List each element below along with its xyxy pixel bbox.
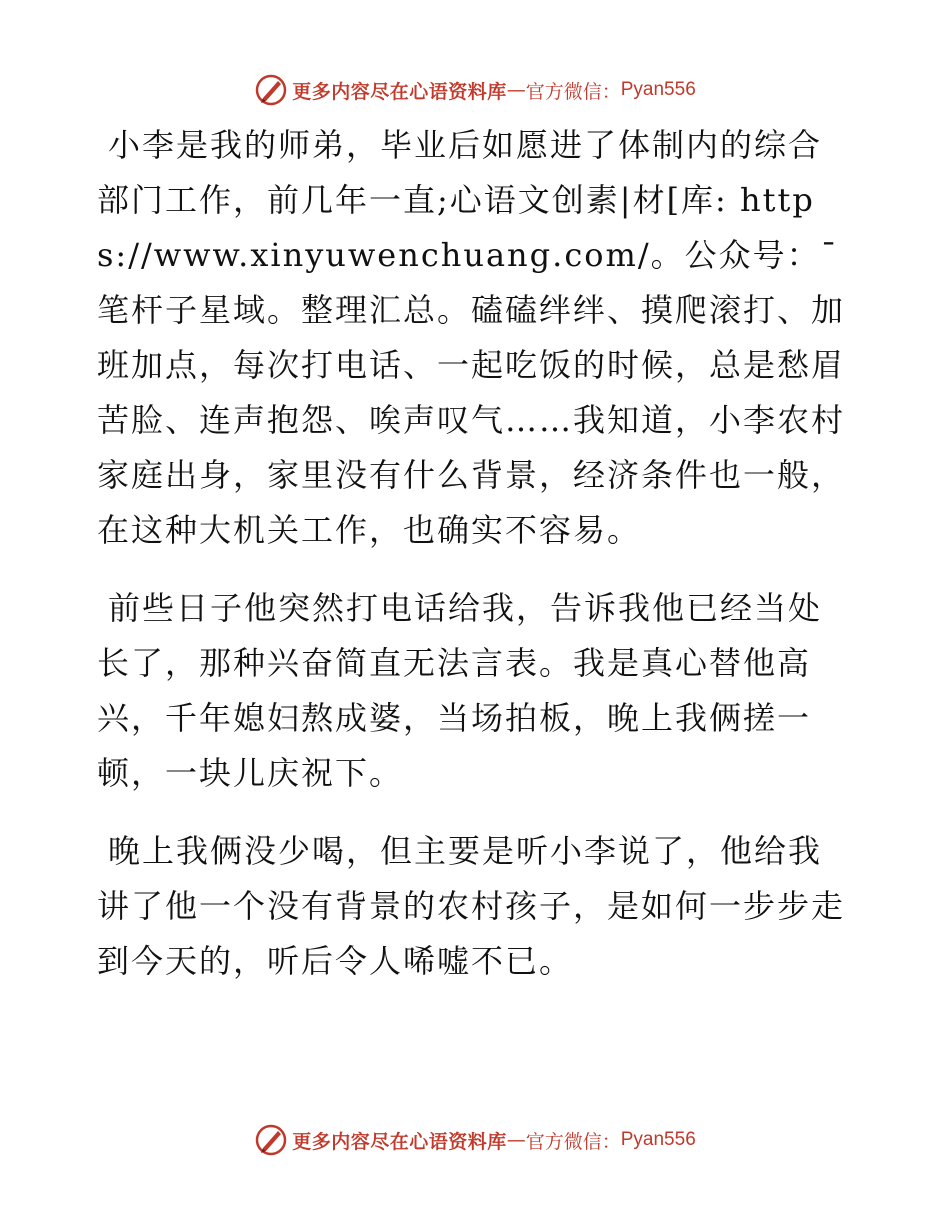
banner-wechat-label: 官方微信：: [525, 1130, 621, 1153]
article-paragraph-2: 前些日子他突然打电话给我，告诉我他已经当处长了，那种兴奋简直无法言表。我是真心替他高兴，千年媳妇熬成婆，当场拍板，晚上我俩搓一顿，一块儿庆祝下。: [97, 589, 823, 792]
quill-pen-logo-icon: [254, 1123, 288, 1157]
banner-wechat-id: Pyan556: [620, 1129, 696, 1150]
footer-watermark-banner: [0, 1120, 950, 1160]
header-watermark-banner: [0, 70, 950, 110]
banner-brand-text: 更多内容尽在心语资料库: [292, 1130, 507, 1153]
banner-brand-text: 更多内容尽在心语资料库: [292, 80, 507, 103]
banner-separator: —: [506, 79, 526, 101]
banner-wechat-label: 官方微信：: [525, 80, 621, 103]
article-paragraph-3: 晚上我俩没少喝，但主要是听小李说了，他给我讲了他一个没有背景的农村孩子，是如何一步步走到今天的，听后令人唏嘘不已。: [97, 832, 846, 980]
banner-separator: —: [506, 1129, 526, 1151]
banner-wechat-id: Pyan556: [620, 79, 696, 100]
article-body: [97, 118, 853, 1012]
article-paragraph-1: 小李是我的师弟，毕业后如愿进了体制内的综合部门工作，前几年一直;心语文创素|材[库: https://www.xinyuwenchuang.com/。公众号：¯笔杆子星域。整理汇总。磕磕绊绊、摸爬滚打、加班加点，每次打电话、一起吃饭的时候，总是愁眉苦脸、连声抱怨、唉声叹气……我知道，小李农村家庭出身，家里没有什么背景，经济条件也一般，在这种大机关工作，也确实不容易。: [97, 126, 846, 549]
quill-pen-logo-icon: [254, 73, 288, 107]
